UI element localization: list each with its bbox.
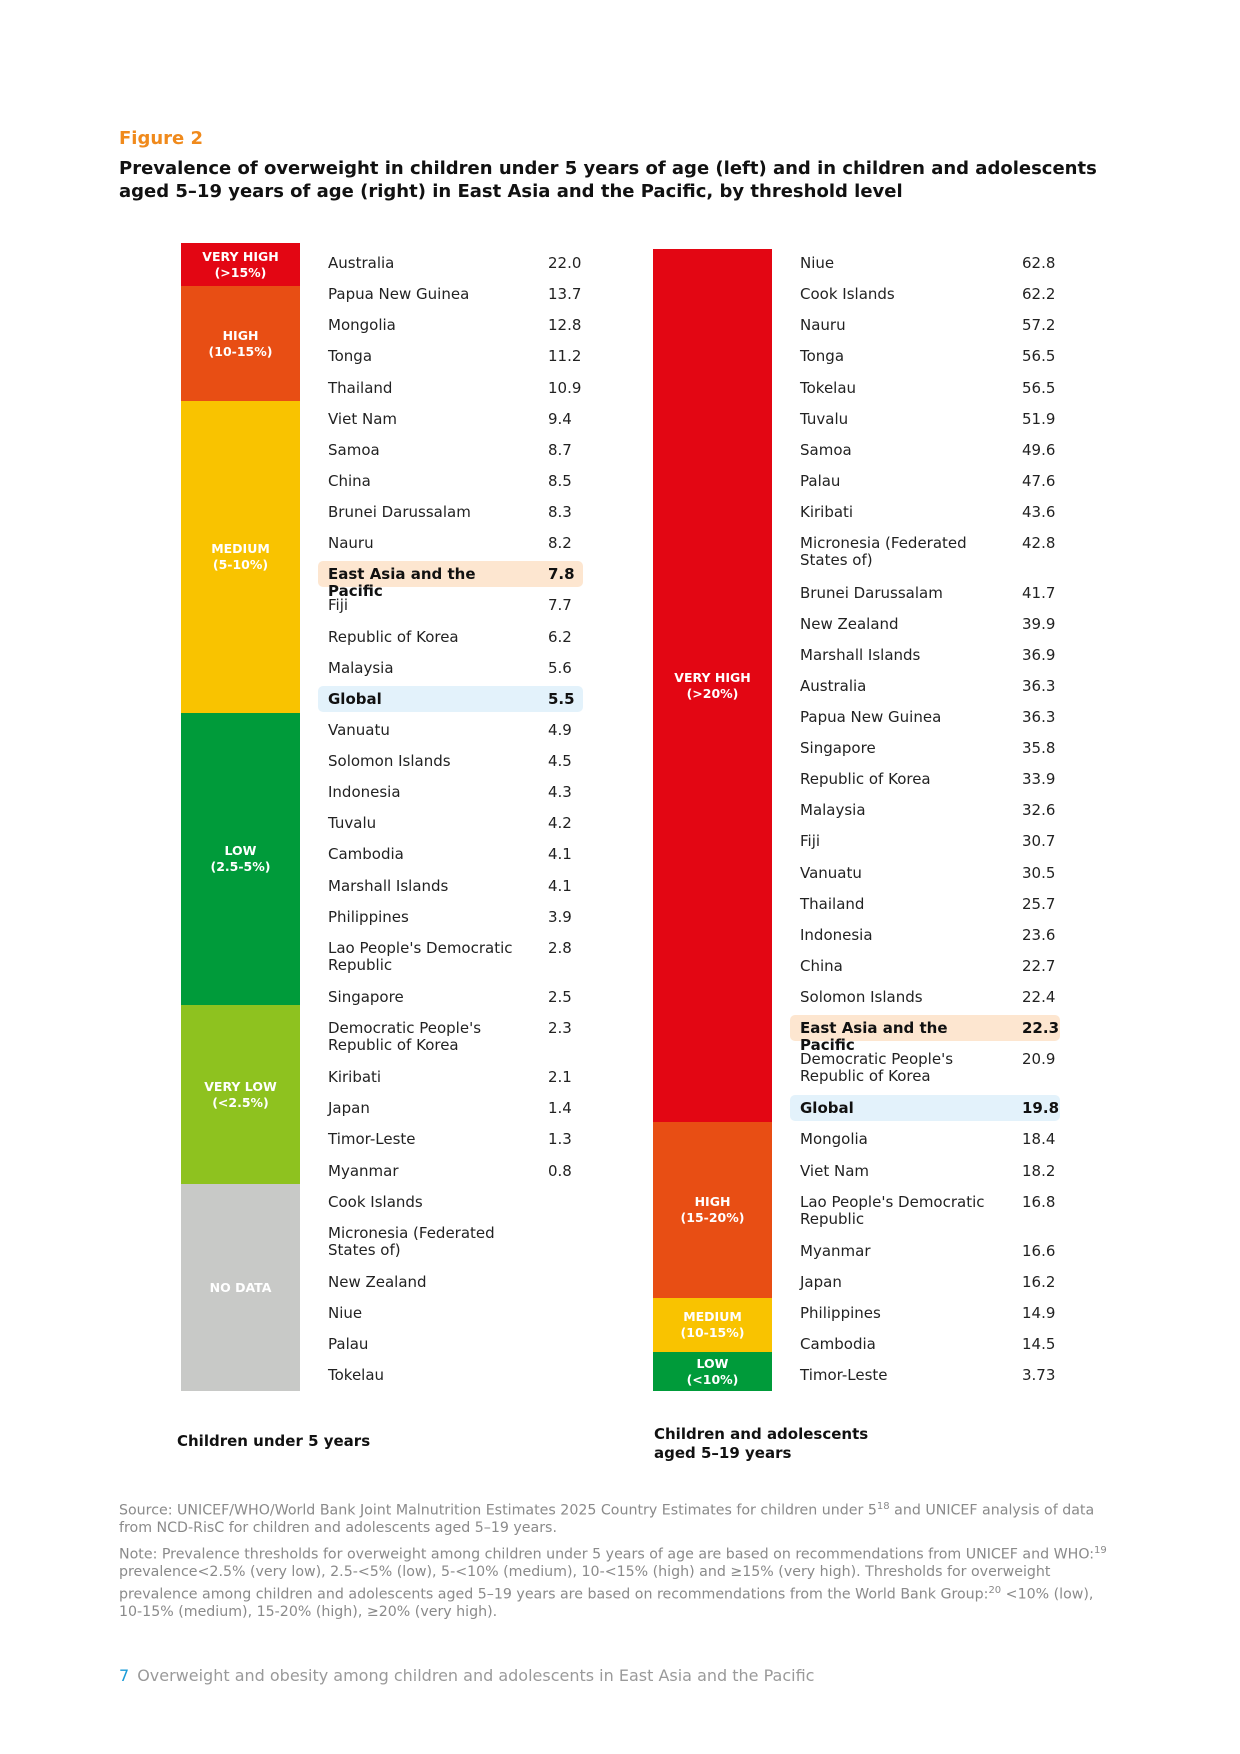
country-name: Australia (328, 254, 395, 272)
left-table-row (318, 1300, 583, 1326)
right-table-row (790, 535, 1060, 571)
prevalence-value: 22.0 (548, 254, 582, 272)
prevalence-value: 57.2 (1022, 316, 1056, 334)
prevalence-value: 7.7 (548, 596, 572, 614)
prevalence-value: 33.9 (1022, 770, 1056, 788)
left-table-row (318, 437, 583, 463)
right-table-row (790, 1051, 1060, 1087)
note-text-2: prevalence<2.5% (very low), 2.5-<5% (low), 5-<10% (medium), 10-<15% (high) and ≥15% (very high). Thresholds for overweight prevalence among children and adolescents aged 5–19 years are based on recommendations from the World Bank Group: (119, 1564, 1051, 1603)
left-table-row (318, 250, 583, 276)
country-name: Viet Nam (328, 410, 398, 428)
prevalence-value: 16.8 (1022, 1193, 1056, 1211)
prevalence-value: 7.8 (548, 565, 575, 583)
prevalence-value: 11.2 (548, 347, 582, 365)
left-band-2: HIGH (10-15%) (181, 286, 300, 401)
right-table-row (790, 1238, 1060, 1264)
prevalence-value: 18.4 (1022, 1130, 1056, 1148)
left-table-row (318, 1225, 583, 1261)
country-name: Japan (800, 1273, 842, 1291)
right-table-row (790, 580, 1060, 606)
right-table-row (790, 437, 1060, 463)
country-name: Philippines (328, 908, 409, 926)
country-name: Global (328, 690, 382, 708)
right-table-row (790, 922, 1060, 948)
right-band-4: LOW (<10%) (653, 1352, 772, 1391)
country-name: East Asia and the Pacific (800, 1019, 948, 1054)
left-table-row (318, 1064, 583, 1090)
prevalence-value: 1.4 (548, 1099, 572, 1117)
left-table-row (318, 406, 583, 432)
prevalence-value: 4.5 (548, 752, 572, 770)
country-name: Viet Nam (800, 1162, 870, 1180)
right-table-row (790, 375, 1060, 401)
left-band-6: NO DATA (181, 1184, 300, 1391)
prevalence-value: 36.3 (1022, 677, 1056, 695)
prevalence-value: 30.5 (1022, 864, 1056, 882)
prevalence-value: 3.9 (548, 908, 572, 926)
note-text-1: Note: Prevalence thresholds for overweight among children under 5 years of age are based on recommendations from UNICEF and WHO: (119, 1546, 1095, 1563)
country-name: Global (800, 1099, 854, 1117)
country-name: Solomon Islands (328, 752, 451, 770)
country-name: Tonga (328, 347, 373, 365)
country-name: Samoa (328, 441, 380, 459)
right-band-1: VERY HIGH (>20%) (653, 249, 772, 1122)
right-table-row (790, 250, 1060, 276)
left-table-row (318, 810, 583, 836)
note-text-3: <10% (low), 10-15% (medium), 15-20% (high), ≥20% (very high). (119, 1586, 1094, 1620)
right-table-row (790, 766, 1060, 792)
country-name: Papua New Guinea (800, 708, 942, 726)
country-name: Brunei Darussalam (800, 584, 943, 602)
right-table-row (790, 642, 1060, 668)
country-name: Thailand (800, 895, 865, 913)
prevalence-value: 4.3 (548, 783, 572, 801)
figure-label: Figure 2 (119, 128, 204, 149)
left-table-row (318, 873, 583, 899)
left-table-row (318, 1189, 583, 1215)
source-ref: 18 (876, 1501, 890, 1512)
country-name: Tuvalu (800, 410, 849, 428)
country-name: Vanuatu (800, 864, 862, 882)
prevalence-value: 56.5 (1022, 379, 1056, 397)
prevalence-value: 2.8 (548, 939, 572, 957)
prevalence-value: 1.3 (548, 1130, 572, 1148)
country-name: Niue (328, 1304, 363, 1322)
left-table-row (318, 312, 583, 338)
prevalence-value: 5.5 (548, 690, 575, 708)
country-name: Kiribati (800, 503, 854, 521)
left-table-row (318, 530, 583, 556)
country-name: Mongolia (328, 316, 396, 334)
prevalence-value: 5.6 (548, 659, 572, 677)
country-name: Solomon Islands (800, 988, 923, 1006)
left-table-row (318, 281, 583, 307)
right-table-row (790, 468, 1060, 494)
country-name: Cook Islands (800, 285, 895, 303)
right-table-row (790, 1158, 1060, 1184)
right-table-row (790, 1095, 1060, 1121)
country-name: Papua New Guinea (328, 285, 470, 303)
right-table-row (790, 499, 1060, 525)
figure-title: Prevalence of overweight in children under 5 years of age (left) and in children and adolescents aged 5–19 years of age (right) in East Asia and the Pacific, by threshold level (119, 158, 1097, 202)
prevalence-value: 42.8 (1022, 534, 1056, 552)
left-table-row (318, 984, 583, 1010)
prevalence-value: 25.7 (1022, 895, 1056, 913)
page-footer (119, 1666, 814, 1685)
right-table-row (790, 406, 1060, 432)
country-name: Timor-Leste (328, 1130, 416, 1148)
prevalence-value: 16.2 (1022, 1273, 1056, 1291)
left-table-row (318, 841, 583, 867)
country-name: Indonesia (328, 783, 401, 801)
country-name: Republic of Korea (800, 770, 931, 788)
country-name: Lao People's Democratic Republic (328, 939, 513, 974)
left-table-row (318, 904, 583, 930)
country-name: New Zealand (328, 1273, 427, 1291)
right-table-row (790, 1331, 1060, 1357)
prevalence-value: 30.7 (1022, 832, 1056, 850)
country-name: Lao People's Democratic Republic (800, 1193, 985, 1228)
left-table-row (318, 1331, 583, 1357)
country-name: Malaysia (800, 801, 866, 819)
country-name: Democratic People's Republic of Korea (328, 1019, 482, 1054)
right-table-row (790, 1362, 1060, 1388)
left-table-row (318, 624, 583, 650)
country-name: Timor-Leste (800, 1366, 888, 1384)
prevalence-value: 20.9 (1022, 1050, 1056, 1068)
left-table-row (318, 1095, 583, 1121)
prevalence-value: 8.2 (548, 534, 572, 552)
prevalence-value: 2.1 (548, 1068, 572, 1086)
prevalence-value: 49.6 (1022, 441, 1056, 459)
prevalence-value: 2.3 (548, 1019, 572, 1037)
left-table-row (318, 655, 583, 681)
left-table-row (318, 748, 583, 774)
country-name: China (328, 472, 371, 490)
country-name: Fiji (328, 596, 349, 614)
prevalence-value: 19.8 (1022, 1099, 1060, 1117)
prevalence-value: 4.2 (548, 814, 572, 832)
prevalence-value: 13.7 (548, 285, 582, 303)
country-name: Republic of Korea (328, 628, 459, 646)
left-table-row (318, 940, 583, 976)
prevalence-value: 18.2 (1022, 1162, 1056, 1180)
country-name: Tonga (800, 347, 845, 365)
right-table-row (790, 611, 1060, 637)
left-table-row (318, 499, 583, 525)
country-name: Cook Islands (328, 1193, 423, 1211)
right-table-row (790, 891, 1060, 917)
country-name: Indonesia (800, 926, 873, 944)
left-table-row (318, 343, 583, 369)
threshold-note (119, 1542, 1119, 1621)
right-table-row (790, 1126, 1060, 1152)
right-table-row (790, 281, 1060, 307)
left-table-row (318, 561, 583, 600)
left-table-row (318, 686, 583, 712)
right-band-3: MEDIUM (10-15%) (653, 1298, 772, 1352)
country-name: Brunei Darussalam (328, 503, 471, 521)
prevalence-value: 8.3 (548, 503, 572, 521)
country-name: Fiji (800, 832, 821, 850)
country-name: Japan (328, 1099, 370, 1117)
left-band-3: MEDIUM (5-10%) (181, 401, 300, 713)
prevalence-value: 43.6 (1022, 503, 1056, 521)
right-table-row (790, 312, 1060, 338)
note-ref-1: 19 (1094, 1545, 1107, 1556)
prevalence-value: 39.9 (1022, 615, 1056, 633)
left-table-row (318, 1020, 583, 1056)
left-table-row (318, 592, 583, 618)
country-name: East Asia and the Pacific (328, 565, 476, 600)
country-name: Marshall Islands (800, 646, 921, 664)
country-name: Thailand (328, 379, 393, 397)
prevalence-value: 0.8 (548, 1162, 572, 1180)
country-name: Palau (328, 1335, 369, 1353)
right-subtitle: Children and adolescents aged 5–19 years (654, 1425, 869, 1462)
right-table-row (790, 735, 1060, 761)
prevalence-value: 14.5 (1022, 1335, 1056, 1353)
prevalence-value: 2.5 (548, 988, 572, 1006)
left-table-row (318, 717, 583, 743)
country-name: Kiribati (328, 1068, 382, 1086)
prevalence-value: 12.8 (548, 316, 582, 334)
source-text-2: and UNICEF analysis of data from NCD-RisC for children and adolescents aged 5–19 years. (119, 1502, 1095, 1537)
country-name: Australia (800, 677, 867, 695)
country-name: Nauru (800, 316, 846, 334)
right-table-row (790, 860, 1060, 886)
country-name: Tokelau (800, 379, 857, 397)
country-name: Tuvalu (328, 814, 377, 832)
prevalence-value: 22.4 (1022, 988, 1056, 1006)
prevalence-value: 35.8 (1022, 739, 1056, 757)
left-subtitle: Children under 5 years (177, 1432, 371, 1450)
left-table-row (318, 1269, 583, 1295)
country-name: Philippines (800, 1304, 881, 1322)
country-name: Palau (800, 472, 841, 490)
prevalence-value: 10.9 (548, 379, 582, 397)
country-name: China (800, 957, 843, 975)
left-table-row (318, 1158, 583, 1184)
prevalence-value: 47.6 (1022, 472, 1056, 490)
country-name: Niue (800, 254, 835, 272)
country-name: Myanmar (328, 1162, 399, 1180)
prevalence-value: 4.9 (548, 721, 572, 739)
prevalence-value: 8.5 (548, 472, 572, 490)
prevalence-value: 22.7 (1022, 957, 1056, 975)
prevalence-value: 14.9 (1022, 1304, 1056, 1322)
country-name: Myanmar (800, 1242, 871, 1260)
left-band-5: VERY LOW (<2.5%) (181, 1005, 300, 1184)
prevalence-value: 9.4 (548, 410, 572, 428)
right-table-row (790, 984, 1060, 1010)
prevalence-value: 62.2 (1022, 285, 1056, 303)
prevalence-value: 8.7 (548, 441, 572, 459)
prevalence-value: 32.6 (1022, 801, 1056, 819)
prevalence-value: 36.3 (1022, 708, 1056, 726)
source-note (119, 1498, 1119, 1538)
prevalence-value: 16.6 (1022, 1242, 1056, 1260)
right-table-row (790, 704, 1060, 730)
left-band-1: VERY HIGH (>15%) (181, 243, 300, 286)
prevalence-value: 36.9 (1022, 646, 1056, 664)
note-ref-2: 20 (988, 1584, 1002, 1596)
left-table-row (318, 375, 583, 401)
country-name: Tokelau (328, 1366, 385, 1384)
prevalence-value: 41.7 (1022, 584, 1056, 602)
country-name: Marshall Islands (328, 877, 449, 895)
source-text: Source: UNICEF/WHO/World Bank Joint Malnutrition Estimates 2025 Country Estimates for children under 5 (119, 1502, 877, 1519)
country-name: Democratic People's Republic of Korea (800, 1050, 954, 1085)
prevalence-value: 4.1 (548, 877, 572, 895)
prevalence-value: 3.73 (1022, 1366, 1056, 1384)
left-table-row (318, 1362, 583, 1388)
country-name: Singapore (800, 739, 876, 757)
country-name: New Zealand (800, 615, 899, 633)
right-table-row (790, 828, 1060, 854)
country-name: Samoa (800, 441, 852, 459)
right-table-row (790, 797, 1060, 823)
prevalence-value: 62.8 (1022, 254, 1056, 272)
country-name: Nauru (328, 534, 374, 552)
prevalence-value: 4.1 (548, 845, 572, 863)
country-name: Vanuatu (328, 721, 390, 739)
country-name: Micronesia (Federated States of) (328, 1224, 495, 1259)
prevalence-value: 56.5 (1022, 347, 1056, 365)
country-name: Cambodia (328, 845, 404, 863)
right-table-row (790, 1015, 1060, 1054)
right-table-row (790, 343, 1060, 369)
country-name: Mongolia (800, 1130, 868, 1148)
prevalence-value: 22.3 (1022, 1019, 1060, 1037)
prevalence-value: 23.6 (1022, 926, 1056, 944)
right-table-row (790, 1269, 1060, 1295)
left-table-row (318, 468, 583, 494)
left-table-row (318, 1126, 583, 1152)
left-band-4: LOW (2.5-5%) (181, 713, 300, 1005)
country-name: Singapore (328, 988, 404, 1006)
prevalence-value: 51.9 (1022, 410, 1056, 428)
right-table-row (790, 673, 1060, 699)
country-name: Micronesia (Federated States of) (800, 534, 967, 569)
footer-text: Overweight and obesity among children and adolescents in East Asia and the Pacific (137, 1666, 815, 1685)
page-number: 7 (119, 1666, 130, 1685)
prevalence-value: 6.2 (548, 628, 572, 646)
right-table-row (790, 1194, 1060, 1230)
right-table-row (790, 1300, 1060, 1326)
country-name: Cambodia (800, 1335, 876, 1353)
country-name: Malaysia (328, 659, 394, 677)
right-table-row (790, 953, 1060, 979)
left-table-row (318, 779, 583, 805)
right-band-2: HIGH (15-20%) (653, 1122, 772, 1298)
